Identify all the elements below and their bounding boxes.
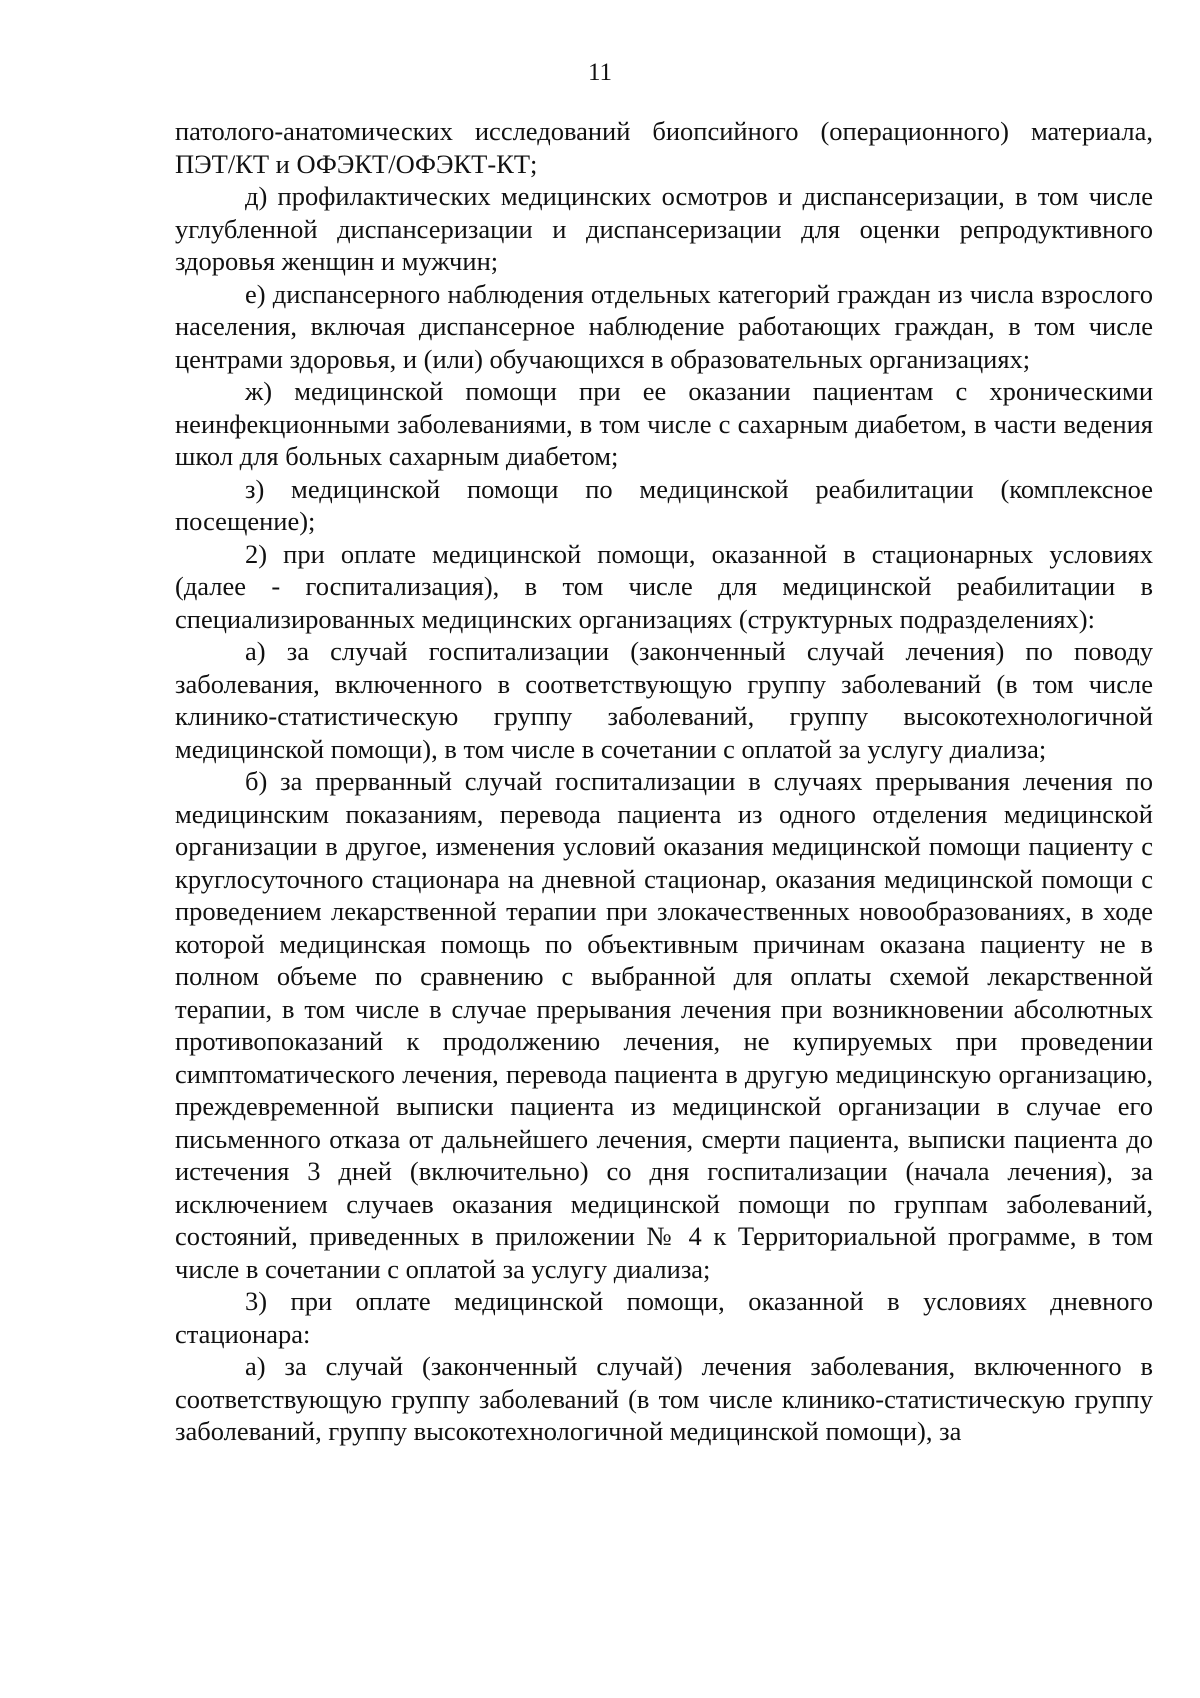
paragraph-item-z: з) медицинской помощи по медицинской реабилитации (комплексное посещение); bbox=[175, 473, 1153, 536]
paragraph-continuation: патолого-анатомических исследований биопсийного (операционного) материала, ПЭТ/КТ и ОФЭКТ/ОФЭКТ-КТ; bbox=[175, 116, 1153, 179]
paragraph-section-2-item-b: б) за прерванный случай госпитализации в случаях прерывания лечения по медицинским показаниям, перевода пациента из одного отделения медицинской организации в другое, изменения условий оказания медицинской помощи пациенту с круглосуточного стационара на дневной стационар, оказания медицинской помощи с проведением лекарственной терапии при злокачественных новообразованиях, в ходе которой медицинская помощь по объективным причинам оказана пациенту не в полном объеме по сравнению с выбранной для оплаты схемой лекарственной терапии, в том числе в случае прерывания лечения при возникновении абсолютных противопоказаний к продолжению лечения, не купируемых при проведении симптоматического лечения, перевода пациента в другую медицинскую организацию, преждевременной выписки пациента из медицинской организации в случае его письменного отказа от дальнейшего лечения, смерти пациента, выписки пациента до истечения 3 дней (включительно) со дня госпитализации (начала лечения), за исключением случаев оказания медицинской помощи по группам заболеваний, состояний, приведенных в приложении № 4 к Территориальной программе, в том числе в сочетании с оплатой за услугу диализа; bbox=[175, 766, 1153, 1284]
paragraph-section-2-item-a: а) за случай госпитализации (законченный случай лечения) по поводу заболевания, включенного в соответствующую группу заболеваний (в том числе клинико-статистическую группу заболеваний, группу высокотехнологичной медицинской помощи), в том числе в сочетании с оплатой за услугу диализа; bbox=[175, 636, 1153, 764]
paragraph-item-e: е) диспансерного наблюдения отдельных категорий граждан из числа взрослого населения, включая диспансерное наблюдение работающих граждан, в том числе центрами здоровья, и (или) обучающихся в образовательных организациях; bbox=[175, 278, 1153, 374]
paragraph-item-d: д) профилактических медицинских осмотров и диспансеризации, в том числе углубленной диспансеризации и диспансеризации для оценки репродуктивного здоровья женщин и мужчин; bbox=[175, 181, 1153, 276]
page-number: 11 bbox=[587, 59, 613, 86]
paragraph-section-2: 2) при оплате медицинской помощи, оказанной в стационарных условиях (далее - госпитализация), в том числе для медицинской реабилитации в специализированных медицинских организациях (структурных подразделениях): bbox=[175, 538, 1153, 634]
paragraph-section-3-item-a: а) за случай (законченный случай) лечения заболевания, включенного в соответствующую группу заболеваний (в том числе клинико-статистическую группу заболеваний, группу высокотехнологичной медицинской помощи), за bbox=[175, 1351, 1153, 1446]
paragraph-item-zh: ж) медицинской помощи при ее оказании пациентам с хроническими неинфекционными заболеваниями, в том числе с сахарным диабетом, в части ведения школ для больных сахарным диабетом; bbox=[175, 376, 1153, 471]
paragraph-section-3: 3) при оплате медицинской помощи, оказанной в условиях дневного стационара: bbox=[175, 1286, 1153, 1349]
document-body bbox=[175, 115, 1153, 1448]
